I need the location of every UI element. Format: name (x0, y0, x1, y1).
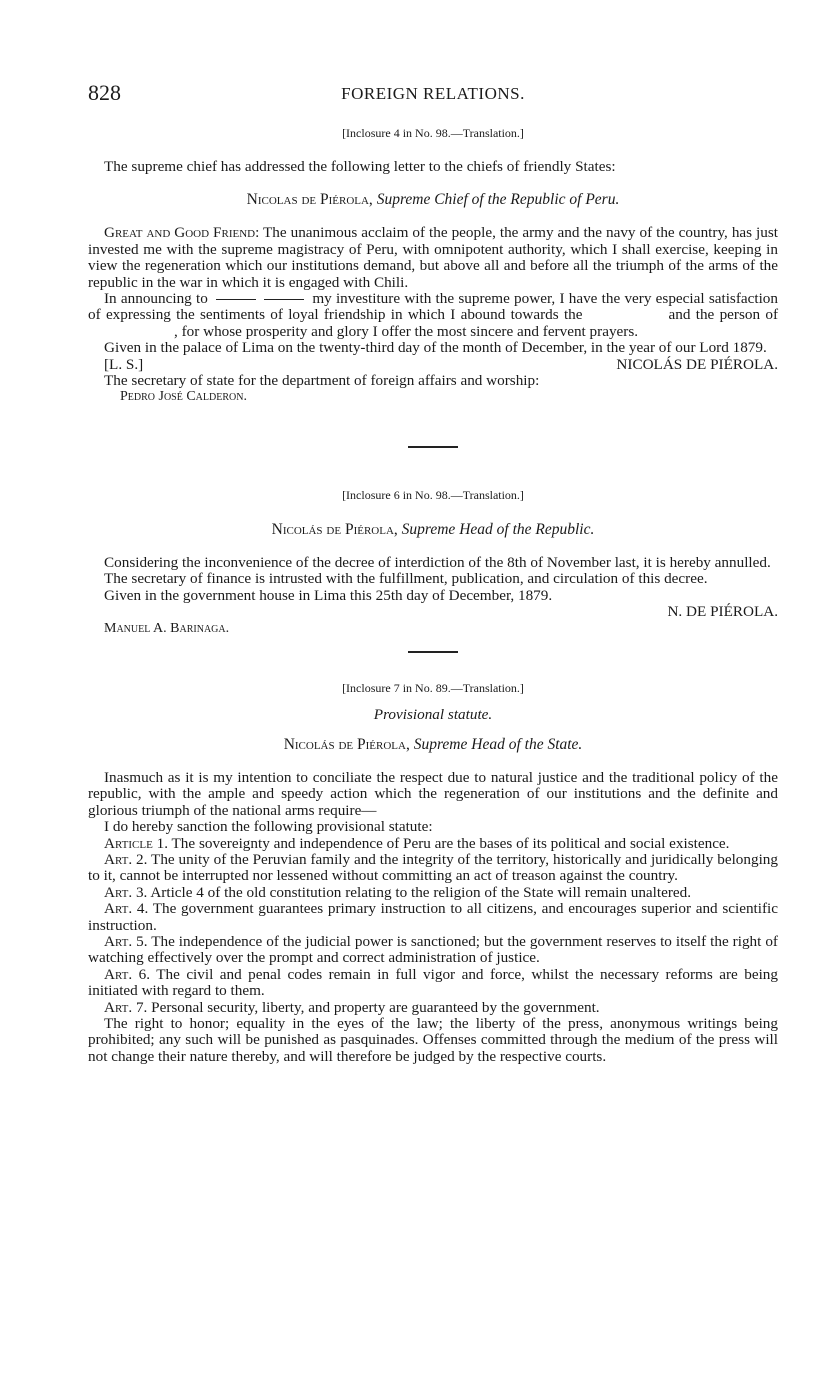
decree-title (88, 521, 778, 539)
inclosure-6 (88, 488, 778, 637)
letter-paragraph: In announcing to my investiture with the supreme power, I have the very especial satisfaction of expressing the sentiments of loyal friendship in which I abound towards the and the person of, for whose prosperity and glory I offer the most sincere and fervent prayers. (88, 290, 779, 340)
blank-dash (264, 299, 304, 300)
page-header (88, 80, 778, 114)
seal-signature-line (88, 357, 778, 373)
article-paragraph: Art. 4. The government guarantees primary instruction to all citizens, and encourages superior and scientific instruction. (88, 900, 778, 934)
page-number: 828 (88, 80, 121, 105)
secretary-name: Pedro José Calderon. (120, 389, 247, 405)
article-paragraph: Art. 5. The independence of the judicial power is sanctioned; but the government reserves to itself the right of watching effectively over the prompt and correct administration of justice. (88, 932, 778, 967)
inclosure-4 (88, 126, 778, 406)
statute-paragraph: Inasmuch as it is my intention to conciliate the respect due to natural justice and the traditional policy of the republic, with the ample and speedy action which the regeneration of our institutions and the definite and glorious triumph of the national arms require— (88, 768, 778, 819)
running-head: FOREIGN RELATIONS. (341, 84, 525, 103)
article-paragraph: Art. 3. Article 4 of the old constitution relating to the religion of the State will remain unaltered. (104, 883, 692, 901)
decree-paragraph: The secretary of finance is intrusted with the fulfillment, publication, and circulation of this decree. (104, 570, 708, 588)
statute-paragraph: I do hereby sanction the following provisional statute: (104, 818, 433, 836)
inclosure-label: [Inclosure 7 in No. 89.—Translation.] (342, 680, 524, 695)
document-page (88, 80, 778, 1065)
article-paragraph: Art. 6. The civil and penal codes remain in full vigor and force, whilst the necessary reforms are being initiated with regard to them. (88, 965, 778, 1000)
section-divider (408, 651, 458, 653)
letter-paragraph: Given in the palace of Lima on the twenty-third day of the month of December, in the year of our Lord 1879. (104, 339, 767, 357)
title-name: Nicolás de Piérola, (283, 735, 410, 753)
inclosure-label: [Inclosure 4 in No. 98.—Translation.] (342, 126, 524, 140)
decree-paragraph: Given in the government house in Lima this 25th day of December, 1879. (104, 586, 553, 604)
title-name: Nicolas de Piérola, (246, 191, 373, 209)
decree-paragraph: Considering the inconvenience of the decree of interdiction of the 8th of November last, it is hereby annulled. (104, 553, 771, 571)
statute-title (88, 736, 778, 754)
article-paragraph: Art. 2. The unity of the Peruvian family and the integrity of the territory, historically and juridically belonging to it, cannot be interrupted nor lessened without committing an act of treason against the country. (88, 850, 778, 885)
intro-paragraph: The supreme chief has addressed the following letter to the chiefs of friendly States: (104, 158, 616, 175)
article-paragraph: Art. 7. Personal security, liberty, and property are guaranteed by the government. (104, 998, 600, 1016)
statute-paragraph: The right to honor; equality in the eyes of the law; the liberty of the press, anonymous writings being prohibited; any such will be punished as pasquinades. Offenses committed through the medium of the press will not change their nature thereby, and will therefore be judged by the respective courts. (88, 1015, 778, 1065)
countersign: Manuel A. Barinaga. (104, 620, 230, 636)
inclosure-label: [Inclosure 6 in No. 98.—Translation.] (342, 487, 524, 502)
seal-mark: [L. S.] (104, 355, 144, 373)
article-paragraph: Article 1. The sovereignty and independence of Peru are the bases of its political and social existence. (104, 834, 730, 852)
inclosure-7 (88, 681, 778, 1065)
letter-paragraph: Great and Good Friend: The unanimous acclaim of the people, the army and the navy of the country, has just invested me with the supreme magistracy of Peru, with omnipotent authority, which I shall exercise, keeping in view the regeneration which our institutions demand, but above all and before all the triumph of the arms of the republic in the war in which it is engaged with Chili. (88, 224, 778, 291)
signature: N. DE PIÉROLA. (667, 603, 778, 621)
title-rest: Supreme Head of the State. (413, 735, 583, 753)
salutation: Great and Good Friend: (104, 224, 260, 242)
letter-title (88, 191, 778, 209)
title-rest: Supreme Head of the Republic. (401, 520, 595, 538)
title-rest: Supreme Chief of the Republic of Peru. (376, 191, 620, 209)
title-name: Nicolás de Piérola, (271, 520, 398, 538)
statute-subtitle: Provisional statute. (373, 705, 493, 723)
blank-dash (216, 299, 256, 300)
section-divider (408, 446, 458, 448)
signature: NICOLÁS DE PIÉROLA. (616, 355, 778, 373)
secretary-line: The secretary of state for the department of foreign affairs and worship: (104, 372, 540, 390)
